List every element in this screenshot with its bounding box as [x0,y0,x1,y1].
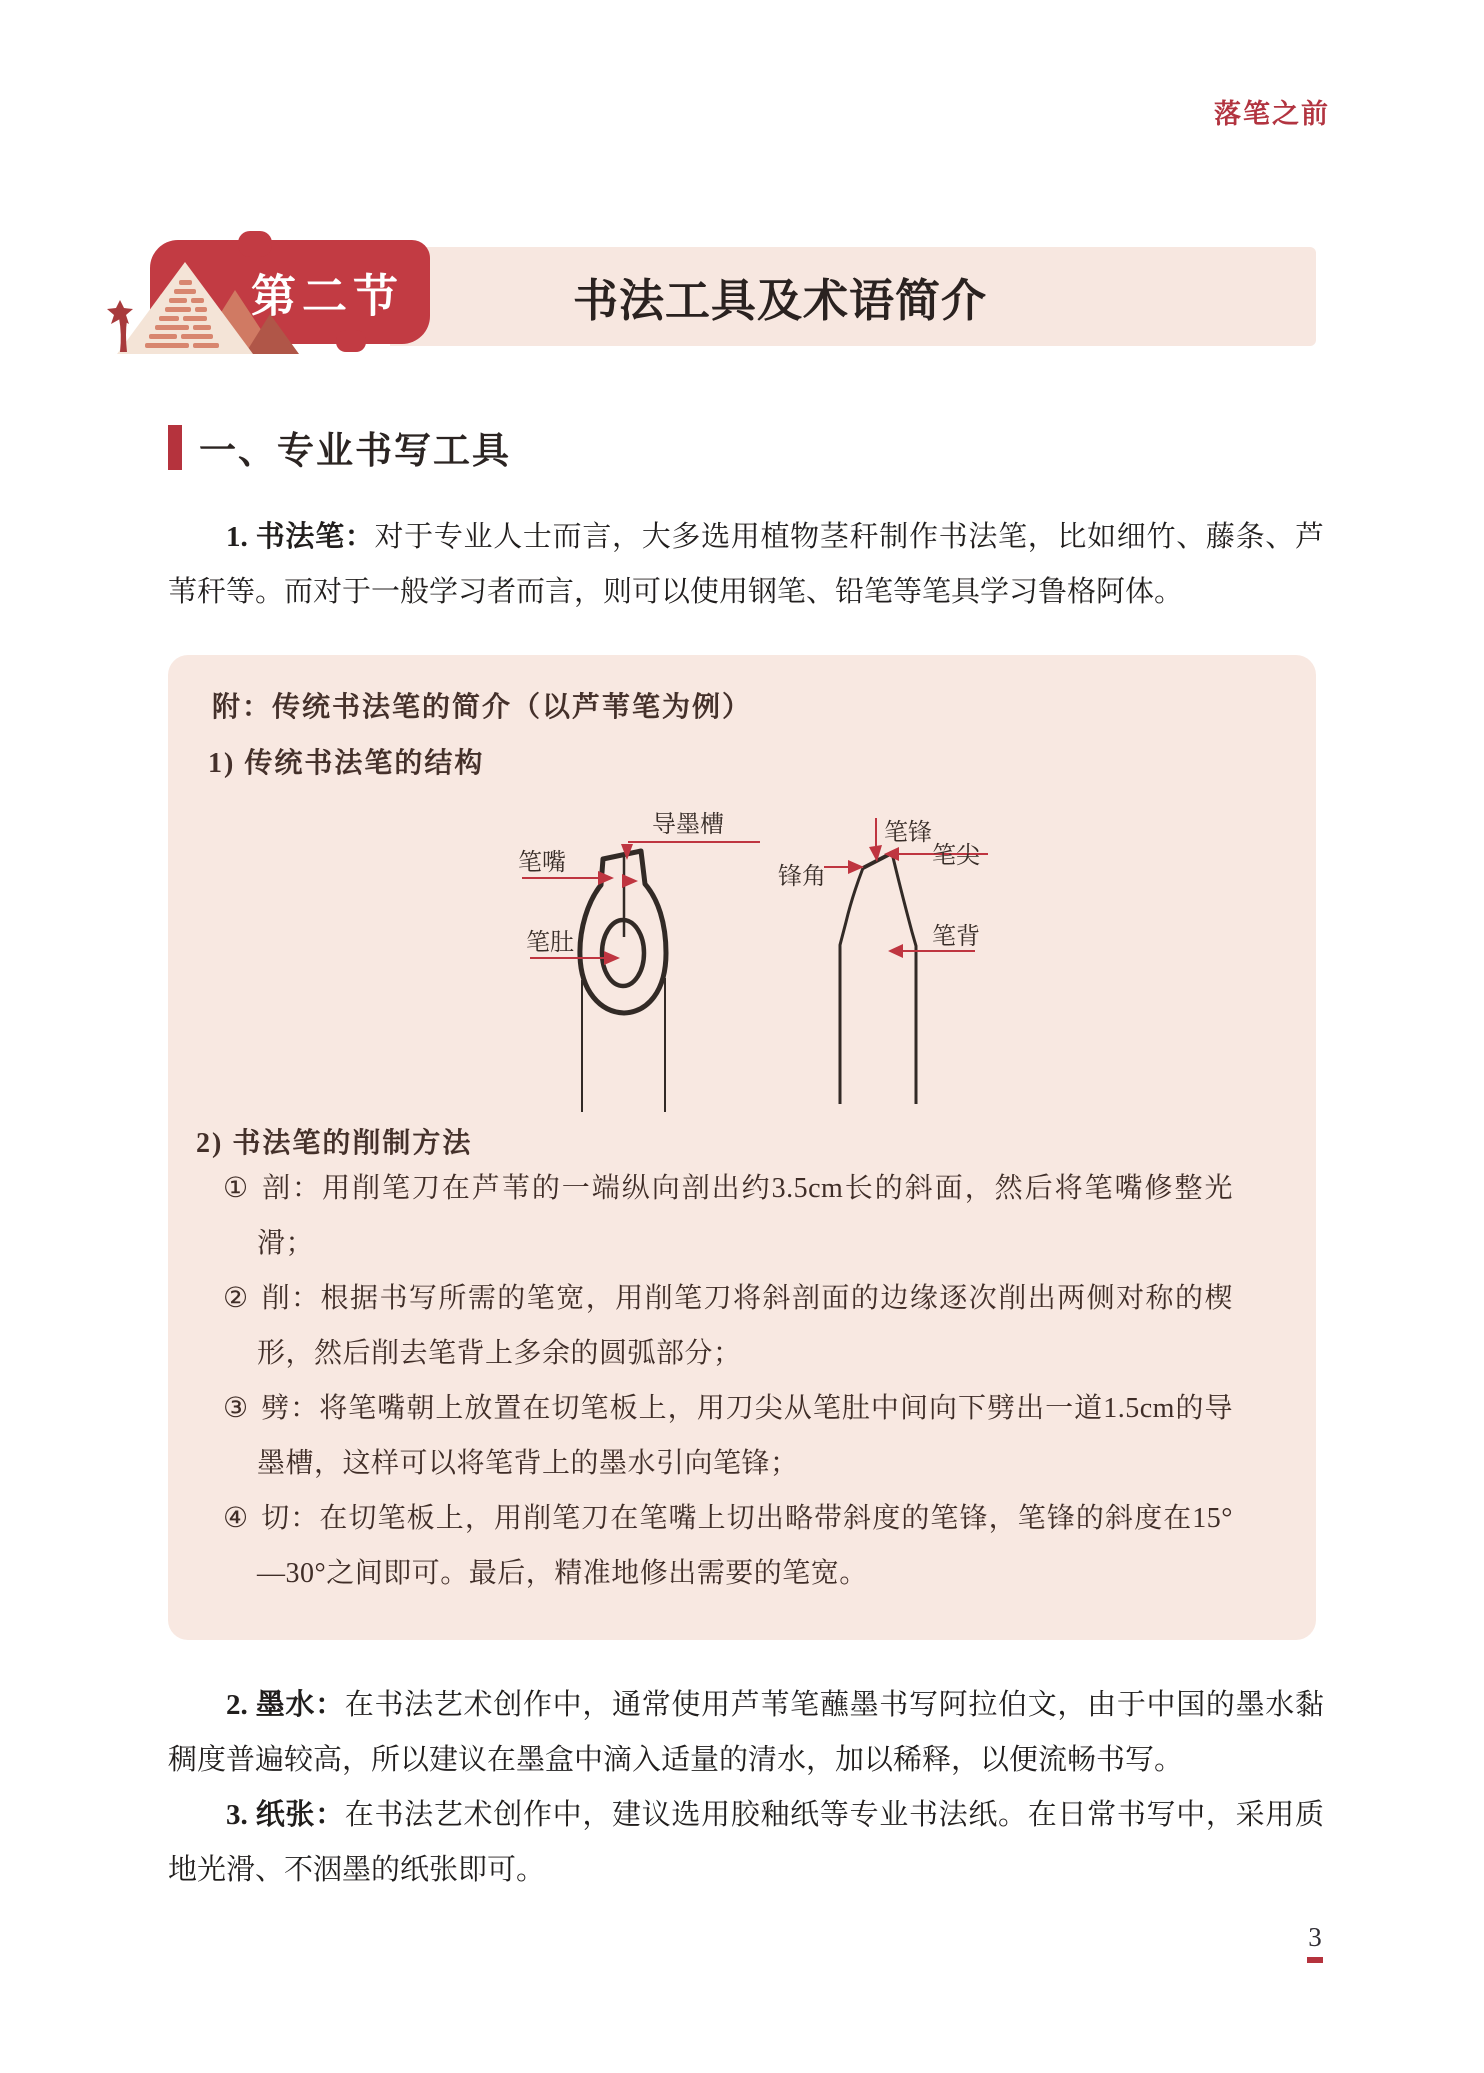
step-4-text: 切：在切笔板上，用削笔刀在笔嘴上切出略带斜度的笔锋，笔锋的斜度在15°—30°之间即可。最后，精准地修出需要的笔宽。 [257,1503,1233,1589]
label-pen-back: 笔背 [932,924,980,950]
step-1-number: ① [223,1173,251,1204]
paragraph-ink-label: 2. 墨水： [226,1689,345,1721]
info-box [168,655,1316,1640]
step-2-number: ② [223,1283,250,1314]
structure-heading: 1) 传统书法笔的结构 [208,748,485,779]
label-pen-belly: 笔肚 [526,930,574,956]
label-edge-corner: 锋角 [778,864,826,890]
step-3-number: ③ [223,1393,250,1424]
arrow-left-icon [888,944,903,958]
step-4 [223,1491,1233,1601]
pyramid-icon [95,256,310,356]
step-1 [223,1161,1233,1271]
label-pen-tip: 笔尖 [932,843,980,869]
paragraph-paper-label: 3. 纸张： [226,1799,345,1831]
subsection-heading [168,420,511,474]
label-pen-mouth: 笔嘴 [518,850,566,876]
page-number-rule [1307,1957,1323,1963]
arrow-right-icon [604,951,620,965]
paragraph-paper [168,1788,1324,1898]
paragraph-pen-text: 对于专业人士而言，大多选用植物茎秆制作书法笔，比如细竹、藤条、芦苇秆等。而对于一般学习者而言，则可以使用钢笔、铅笔等笔具学习鲁格阿体。 [168,521,1324,608]
method-steps [223,1161,1233,1601]
step-2 [223,1271,1233,1381]
arrow-right-icon [598,871,614,885]
step-3-text: 劈：将笔嘴朝上放置在切笔板上，用刀尖从笔肚中间向下劈出一道1.5cm的导墨槽，这样可以将笔背上的墨水引向笔锋； [257,1393,1233,1479]
paragraph-pen-label: 1. 书法笔： [226,521,375,553]
method-heading: 2) 书法笔的削制方法 [196,1128,473,1159]
arrow-right-icon [622,874,638,888]
pen-structure-diagram [168,795,1316,1125]
paragraph-ink-text: 在书法艺术创作中，通常使用芦苇笔蘸墨书写阿拉伯文，由于中国的墨水黏稠度普遍较高，所以建议在墨盒中滴入适量的清水，加以稀释，以便流畅书写。 [168,1689,1324,1776]
running-head: 落笔之前 [1214,99,1330,129]
pen-side-right [892,853,916,1104]
step-1-text: 剖：用削笔刀在芦苇的一端纵向剖出约3.5cm长的斜面，然后将笔嘴修整光滑； [257,1173,1233,1259]
heading-accent-bar [168,425,182,470]
section-number-label: 第二节 [250,271,404,322]
step-2-text: 削：根据书写所需的笔宽，用削笔刀将斜剖面的边缘逐次削出两侧对称的楔形，然后削去笔背上多余的圆弧部分； [257,1283,1233,1369]
paragraph-paper-text: 在书法艺术创作中，建议选用胶釉纸等专业书法纸。在日常书写中，采用质地光滑、不洇墨的纸张即可。 [168,1799,1324,1886]
paragraph-ink [168,1678,1324,1788]
page-number-value: 3 [1308,1922,1322,1952]
banner-title-bar [390,247,1316,346]
label-ink-groove: 导墨槽 [652,812,724,838]
pen-side-left [840,868,863,1104]
section-banner [95,238,1316,358]
arrow-left-icon [884,847,899,861]
page-number [1300,1922,1330,1963]
label-pen-edge: 笔锋 [884,820,932,846]
subsection-heading-text: 一、专业书写工具 [199,431,511,472]
step-4-number: ④ [223,1503,250,1534]
step-3 [223,1381,1233,1491]
info-box-title: 附：传统书法笔的简介（以芦苇笔为例） [212,692,753,723]
paragraph-pen [168,510,1324,620]
chapter-title: 书法工具及术语简介 [573,276,988,326]
